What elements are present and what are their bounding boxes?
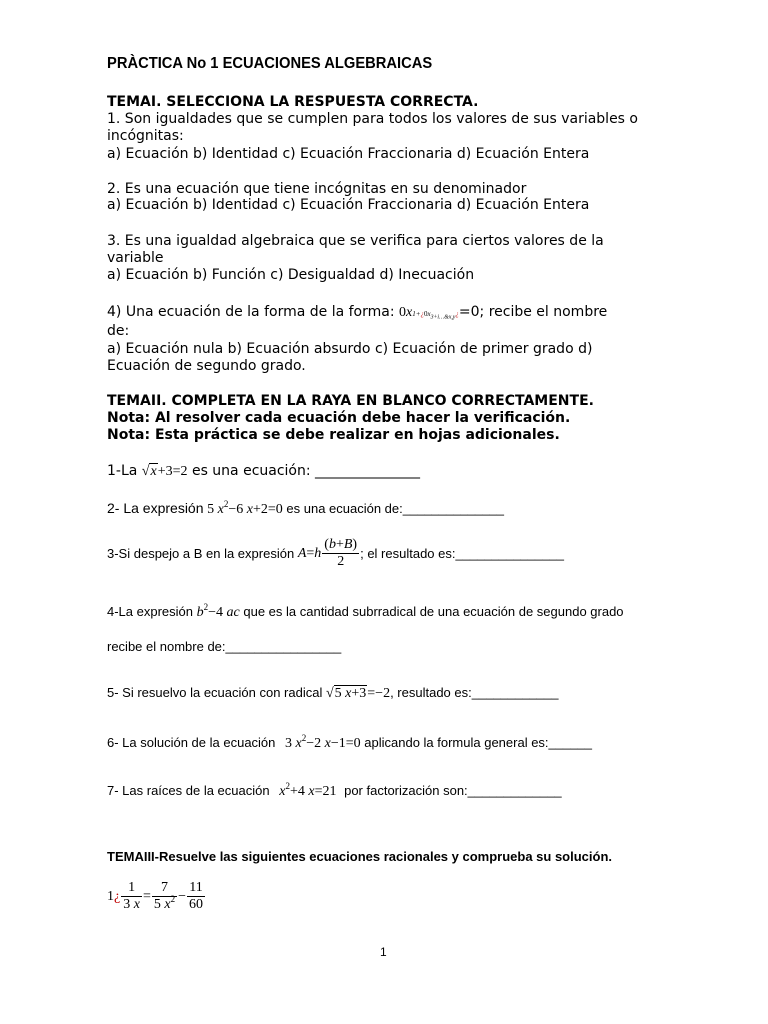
item-3-formula: A=h $\frac{(b+B)}{2}$ [297,537,358,569]
item-7 [107,783,562,800]
item-3 [107,537,564,570]
item-3-suffix: ; el resultado es:_______________ [360,546,564,561]
page-number: 1 [380,945,387,959]
item-2-prefix: 2- La expresión [107,500,204,516]
item-7-formula: $x^2+4$ x=21 [279,781,337,799]
item-2-suffix: es una ecuación de:______________ [282,501,504,516]
question-4-formula: $0x1+¿0x_{3+i\dots\&x,y}¿$ [399,305,459,321]
tema3-equation-1 [107,880,206,913]
equation-1-formula: 1¿ $\frac{1}{3 x}$ = $\frac{7}{5 x^2}$ − $\frac{11}{60}$ [107,880,203,912]
question-1-text: 1. Son igualdades que se cumplen para todos los valores de sus variables o [107,111,638,127]
question-3-text-cont: variable [107,250,164,266]
item-6-prefix: 6- La solución de la ecuación [107,735,276,750]
item-5 [107,685,559,702]
item-3-prefix: 3-Si despejo a B en la expresión [107,546,295,561]
tema2-heading: TEMAII. COMPLETA EN LA RAYA EN BLANCO CORRECTAMENTE. [107,393,594,409]
item-4-prefix: 4-La expresión [107,604,193,619]
question-4-options: a) Ecuación nula b) Ecuación absurdo c) Ecuación de primer grado d) [107,341,593,357]
item-6-suffix: aplicando la formula general es:______ [360,735,592,750]
item-7-prefix: 7- Las raíces de la ecuación [107,783,270,798]
tema3-heading: TEMAIII-Resuelve las siguientes ecuaciones racionales y comprueba su solución. [107,849,613,864]
item-1-prefix: 1-La [107,463,138,479]
item-4 [107,604,624,621]
question-4-suffix: =0; recibe el nombre [458,304,608,320]
item-2 [107,500,504,518]
item-1-suffix: es una ecuación: _______________ [187,463,421,479]
question-1-text-cont: incógnitas: [107,128,184,144]
item-6 [107,735,592,752]
question-4-prefix: 4) Una ecuación de la forma de la forma: [107,304,395,320]
question-3-text: 3. Es una igualdad algebraica que se verifica para ciertos valores de la [107,233,604,249]
item-2-formula: 5 $x^2-6$ x+2=0 [207,499,283,517]
question-1-options: a) Ecuación b) Identidad c) Ecuación Fraccionaria d) Ecuación Entera [107,146,590,162]
item-5-prefix: 5- Si resuelvo la ecuación con radical [107,685,323,700]
tema2-note-2: Nota: Esta práctica se debe realizar en hojas adicionales. [107,427,560,443]
page-title: PRÀCTICA No 1 ECUACIONES ALGEBRAICAS [107,55,433,72]
item-5-suffix: , resultado es:____________ [390,685,559,700]
item-1-formula: √x+3=2 [141,464,188,479]
item-7-suffix: por factorización son:_____________ [340,783,562,798]
item-1 [107,463,420,480]
tema1-heading: TEMAI. SELECCIONA LA RESPUESTA CORRECTA. [107,94,479,110]
question-4-text-cont: de: [107,323,130,339]
item-5-formula: √5 x+3=−2 [325,686,391,701]
question-4-text [107,304,607,326]
question-3-options: a) Ecuación b) Función c) Desigualdad d) Inecuación [107,267,475,283]
question-4-options-cont: Ecuación de segundo grado. [107,358,306,374]
question-2-options: a) Ecuación b) Identidad c) Ecuación Fraccionaria d) Ecuación Entera [107,197,590,213]
item-4-formula: $b^2-4$ ac [196,602,240,620]
tema2-note-1: Nota: Al resolver cada ecuación debe hacer la verificación. [107,410,571,426]
item-4-suffix: que es la cantidad subrradical de una ecuación de segundo grado [239,604,624,619]
question-2-text: 2. Es una ecuación que tiene incógnitas en su denominador [107,181,527,197]
item-4-cont: recibe el nombre de:________________ [107,639,342,654]
item-6-formula: 3 $x^2-2$ x−1=0 [285,733,361,751]
